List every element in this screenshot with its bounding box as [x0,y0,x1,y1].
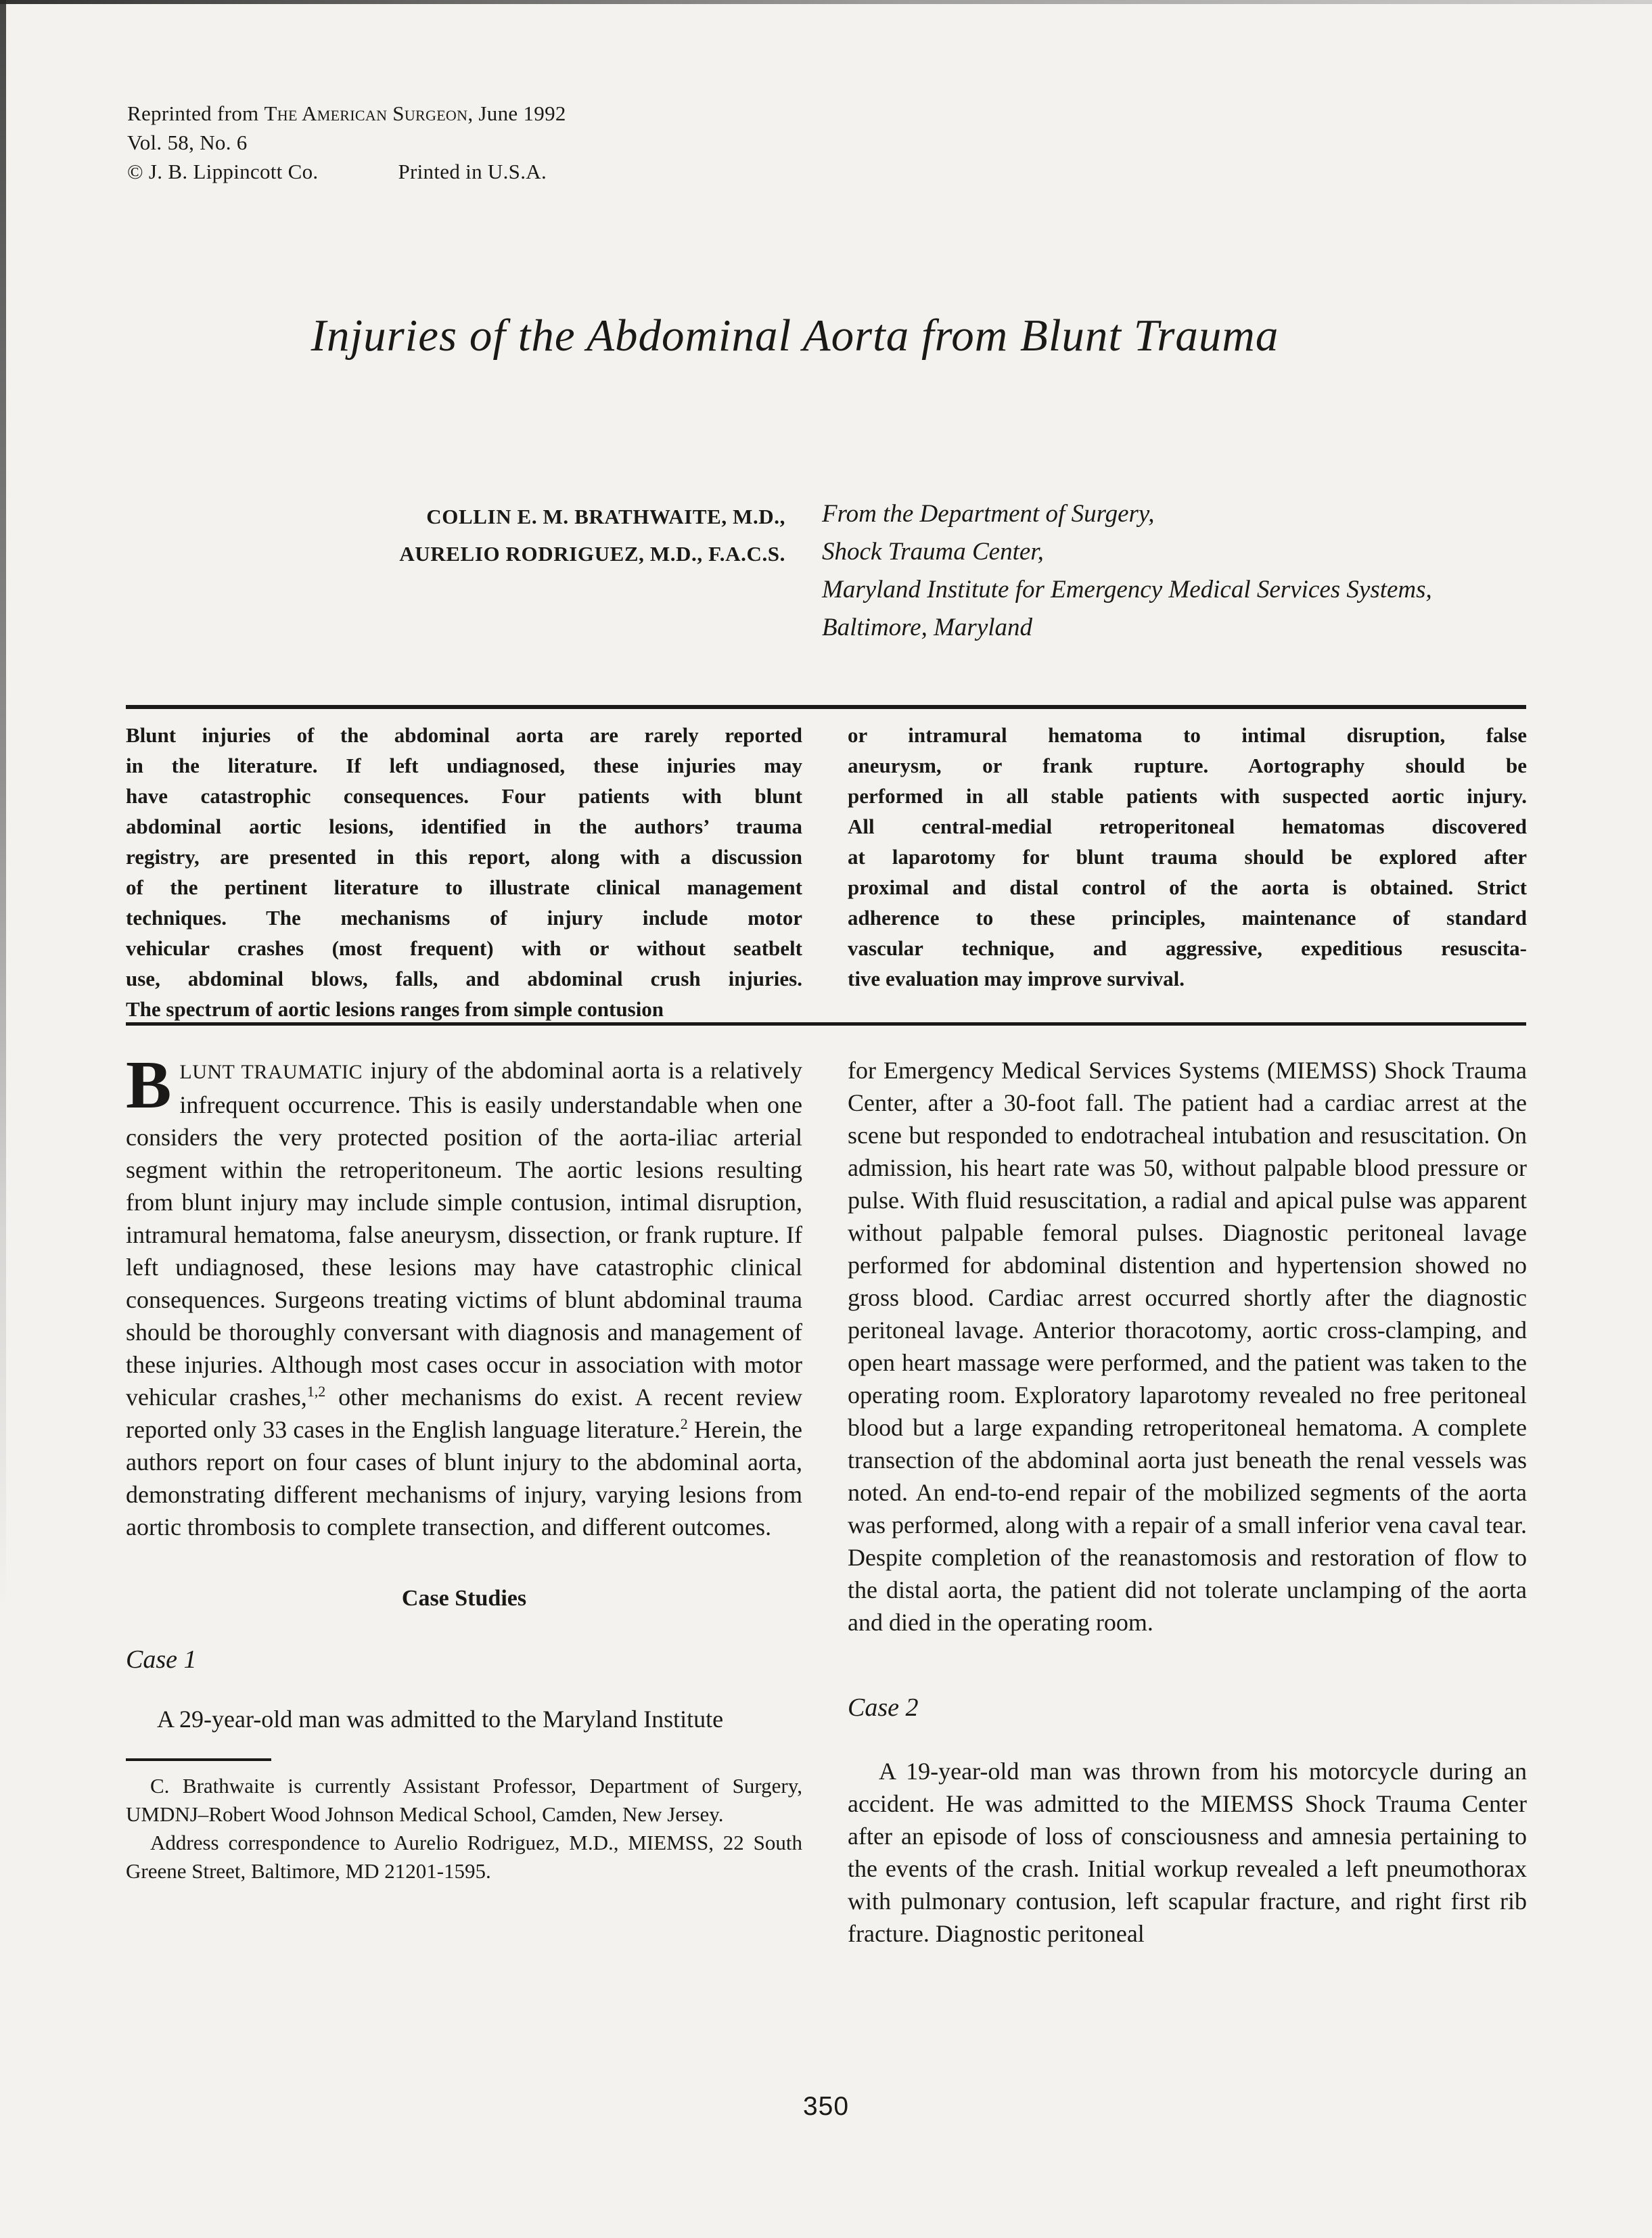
printed-in-text: Printed in U.S.A. [398,160,547,183]
reference-superscript: 1,2 [306,1383,326,1400]
masthead [127,99,566,186]
masthead-reprint-line [127,99,566,128]
text-line: abdominal aortic lesions, identified in the authors’ trauma [126,815,802,838]
article-title: Injuries of the Abdominal Aorta from Blunt Trauma [311,311,1279,361]
reprint-prefix: Reprinted from [127,101,265,125]
dropcap-letter: B [126,1047,172,1122]
intro-paragraph [126,1047,802,1543]
author-footnote [126,1758,802,1886]
abstract-column-right [848,720,1527,994]
text-line: Maryland Institute for Emergency Medical Services Systems, [822,576,1432,603]
intro-text-b: other mechanisms do exist. A recent review reported only 33 cases in the English language literature. [126,1384,802,1443]
text-line: COLLIN E. M. BRATHWAITE, M.D., [426,505,785,528]
text-line: at laparotomy for blunt trauma should be explored after [848,845,1527,869]
authors-block [126,498,785,572]
text-line: Blunt injuries of the abdominal aorta are rarely reported [126,723,802,747]
case1-heading: Case 1 [126,1645,197,1674]
abstract-bottom-rule [126,1022,1526,1026]
body-column-right [848,1054,1527,1950]
case2-paragraph: A 19-year-old man was thrown from his motorcycle during an accident. He was admitted to the MIEMSS Shock Trauma Center after an episode of loss of consciousness and amnesia pertaining to the events of the crash. Initial workup revealed a left pneumothorax with pulmonary contusion, left scapular fracture, and right first rib fracture. Diagnostic peritoneal [848,1758,1527,1947]
text-line: of the pertinent literature to illustrate clinical management [126,875,802,899]
volume-line: Vol. 58, No. 6 [127,131,248,154]
text-line: All central-medial retroperitoneal hematomas discovered [848,815,1527,838]
text-line: AURELIO RODRIGUEZ, M.D., F.A.C.S. [399,542,785,566]
footnote-affiliation-note: C. Brathwaite is currently Assistant Professor, Department of Surgery, UMDNJ–Robert Wood Johnson Medical School, Camden, New Jersey. [126,1774,802,1826]
text-line: registry, are presented in this report, along with a discussion [126,845,802,869]
case1-paragraph-start: A 29-year-old man was admitted to the Maryland Institute [157,1706,724,1733]
scan-edge-left [0,0,6,2238]
text-line: use, abdominal blows, falls, and abdominal crush injuries. [126,967,802,990]
case2-heading: Case 2 [848,1693,919,1722]
text-line: Shock Trauma Center, [822,538,1044,566]
copyright-text: © J. B. Lippincott Co. [127,160,319,183]
footnote-rule [126,1758,271,1761]
text-line: aneurysm, or frank rupture. Aortography should be [848,754,1527,777]
text-line: techniques. The mechanisms of injury include motor [126,906,802,930]
text-line: performed in all stable patients with suspected aortic injury. [848,784,1527,808]
case1-paragraph-continued: for Emergency Medical Services Systems (MIEMSS) Shock Trauma Center, after a 30-foot fall. The patient had a cardiac arrest at the scene but responded to endotracheal intubation and resuscitation. On admission, his heart rate was 50, without palpable blood pressure or pulse. With fluid resuscitation, a radial and apical pulse was apparent without palpable femoral pulses. Diagnostic peritoneal lavage performed for abdominal distention and hypertension showed no gross blood. Cardiac arrest occurred shortly after the diagnostic peritoneal lavage. Anterior thoracotomy, aortic cross-clamping, and open heart massage were performed, and the patient was taken to the operating room. Exploratory laparotomy revealed no free peritoneal blood but a large expanding retroperitoneal hematoma. A complete transection of the abdominal aorta just beneath the renal vessels was noted. An end-to-end repair of the mobilized segments of the aorta was performed, along with a repair of a small inferior vena caval tear. Despite completion of the reanastomosis and restoration of flow to the distal aorta, the patient did not tolerate unclamping of the aorta and died in the operating room. [848,1057,1527,1636]
intro-text-c: Herein, the authors report on four cases of blunt injury to the abdominal aorta, demonstrating different mechanisms of injury, varying lesions from aortic thrombosis to complete transection, and different outcomes. [126,1416,802,1540]
text-line: From the Department of Surgery, [822,500,1155,528]
text-line: in the literature. If left undiagnosed, these injuries may [126,754,802,777]
journal-name: The American Surgeon [264,101,468,125]
footnote-correspondence-note: Address correspondence to Aurelio Rodriguez, M.D., MIEMSS, 22 South Greene Street, Baltimore, MD 21201-1595. [126,1831,802,1883]
text-line: have catastrophic consequences. Four patients with blunt [126,784,802,808]
reprint-suffix: , June 1992 [467,101,566,125]
text-line: vehicular crashes (most frequent) with or without seatbelt [126,936,802,960]
copyright-line [127,157,566,186]
text-line: vascular technique, and aggressive, expeditious resuscita- [848,936,1527,960]
text-line: The spectrum of aortic lesions ranges from simple contusion [126,997,664,1021]
text-line: or intramural hematoma to intimal disruption, false [848,723,1527,747]
abstract-column-left [126,720,802,1024]
text-line: adherence to these principles, maintenance of standard [848,906,1527,930]
text-line: proximal and distal control of the aorta is obtained. Strict [848,875,1527,899]
case-studies-heading: Case Studies [401,1586,527,1611]
page-number: 350 [802,2092,850,2121]
scan-edge-top [0,0,1652,4]
body-column-left [126,1047,802,1886]
text-line: tive evaluation may improve survival. [848,967,1185,990]
text-line: Baltimore, Maryland [822,614,1033,641]
reference-superscript: 2 [680,1415,688,1432]
abstract-top-rule [126,705,1526,709]
lead-smallcaps: LUNT TRAUMATIC [179,1061,363,1083]
intro-text-a: injury of the abdominal aorta is a relatively infrequent occurrence. This is easily understandable when one considers the very protected position of the aorta-iliac arterial segment within the retroperitoneum. The aortic lesions resulting from blunt injury may include simple contusion, intimal disruption, intramural hematoma, false aneurysm, dissection, or frank rupture. If left undiagnosed, these lesions may have catastrophic clinical consequences. Surgeons treating victims of blunt abdominal trauma should be thoroughly conversant with diagnosis and management of these injuries. Although most cases occur in association with motor vehicular crashes, [126,1057,802,1411]
affiliation-block [822,495,1580,647]
